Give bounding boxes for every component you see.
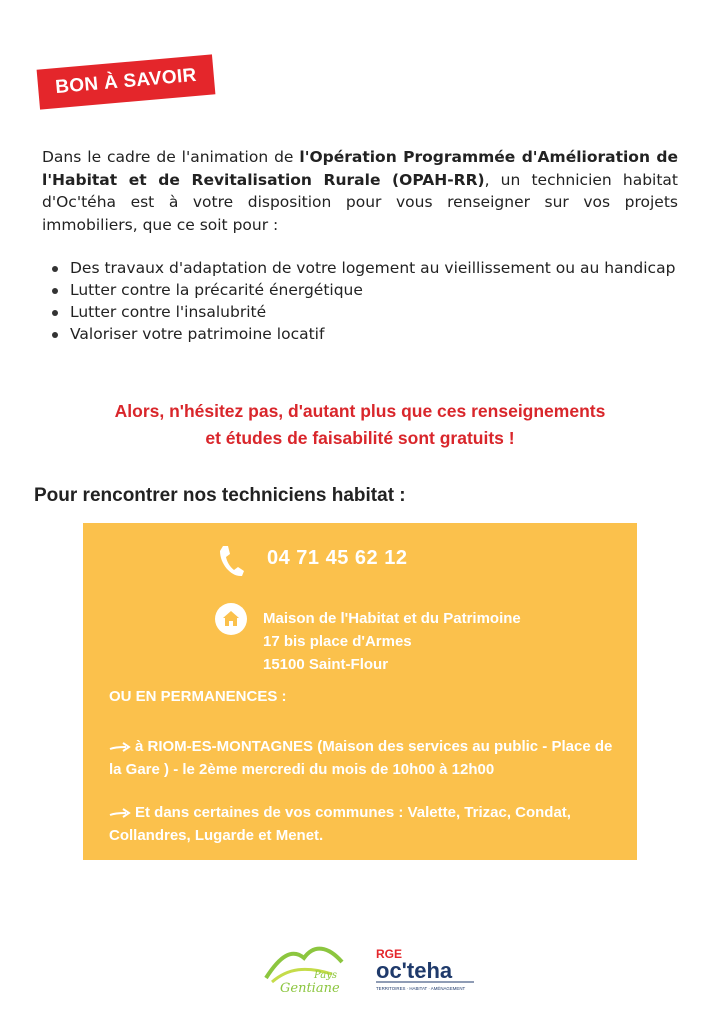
arrow-icon [109, 741, 131, 753]
contact-box [83, 523, 637, 860]
octeha-logo [374, 944, 478, 994]
permanence-communes-text: Et dans certaines de vos communes : Valette, Trizac, Condat, Collandres, Lugarde et Menet. [109, 804, 571, 844]
list-item: Des travaux d'adaptation de votre logement au vieillissement ou au handicap [50, 257, 678, 279]
house-icon [215, 603, 247, 635]
address-line: 17 bis place d'Armes [263, 633, 412, 650]
list-item: Lutter contre l'insalubrité [50, 301, 678, 323]
permanence-communes [109, 802, 629, 847]
arrow-icon [109, 807, 131, 819]
phone-icon [217, 544, 245, 578]
cta-line-2: et études de faisabilité sont gratuits ! [205, 428, 515, 448]
gentiane-logo-word-2: Gentiane [280, 981, 340, 996]
cta-line-1: Alors, n'hésitez pas, d'autant plus que ces renseignements [114, 401, 606, 421]
project-list [50, 257, 678, 345]
octeha-logo-rge: RGE [376, 947, 403, 961]
cta-message [60, 398, 660, 452]
permanence-riom [109, 736, 629, 781]
address-line: Maison de l'Habitat et du Patrimoine [263, 610, 521, 627]
octeha-logo-name: oc'teha [376, 958, 453, 983]
intro-text-program: l'Opération Programmée d'Amélioration de l'Habitat et de Revitalisation Rurale (OPAH-RR) [42, 148, 678, 189]
address-line: 15100 Saint-Flour [263, 656, 389, 673]
pays-gentiane-logo [262, 938, 354, 996]
intro-paragraph [42, 146, 678, 236]
bon-a-savoir-badge [37, 54, 216, 109]
office-address [263, 607, 521, 676]
octeha-logo-tagline: TERRITOIRES · HABITAT · AMÉNAGEMENT [376, 986, 466, 991]
list-item: Valoriser votre patrimoine locatif [50, 323, 678, 345]
phone-number[interactable]: 04 71 45 62 12 [267, 547, 408, 569]
badge-label: BON À SAVOIR [54, 64, 198, 99]
intro-text-start: Dans le cadre de l'animation de [42, 148, 300, 166]
permanences-title: OU EN PERMANENCES : [109, 688, 287, 705]
list-item: Lutter contre la précarité énergétique [50, 279, 678, 301]
gentiane-logo-word-1: Pays [314, 970, 338, 981]
contact-section-title: Pour rencontrer nos techniciens habitat : [34, 485, 406, 506]
intro-text-end: , un technicien habitat d'Oc'téha est à votre disposition pour vous renseigner sur vos projets immobiliers, que ce soit pour : [42, 170, 678, 234]
permanence-riom-text: à RIOM-ES-MONTAGNES (Maison des services au public - Place de la Gare ) - le 2ème mercredi du mois de 10h00 à 12h00 [109, 738, 613, 778]
